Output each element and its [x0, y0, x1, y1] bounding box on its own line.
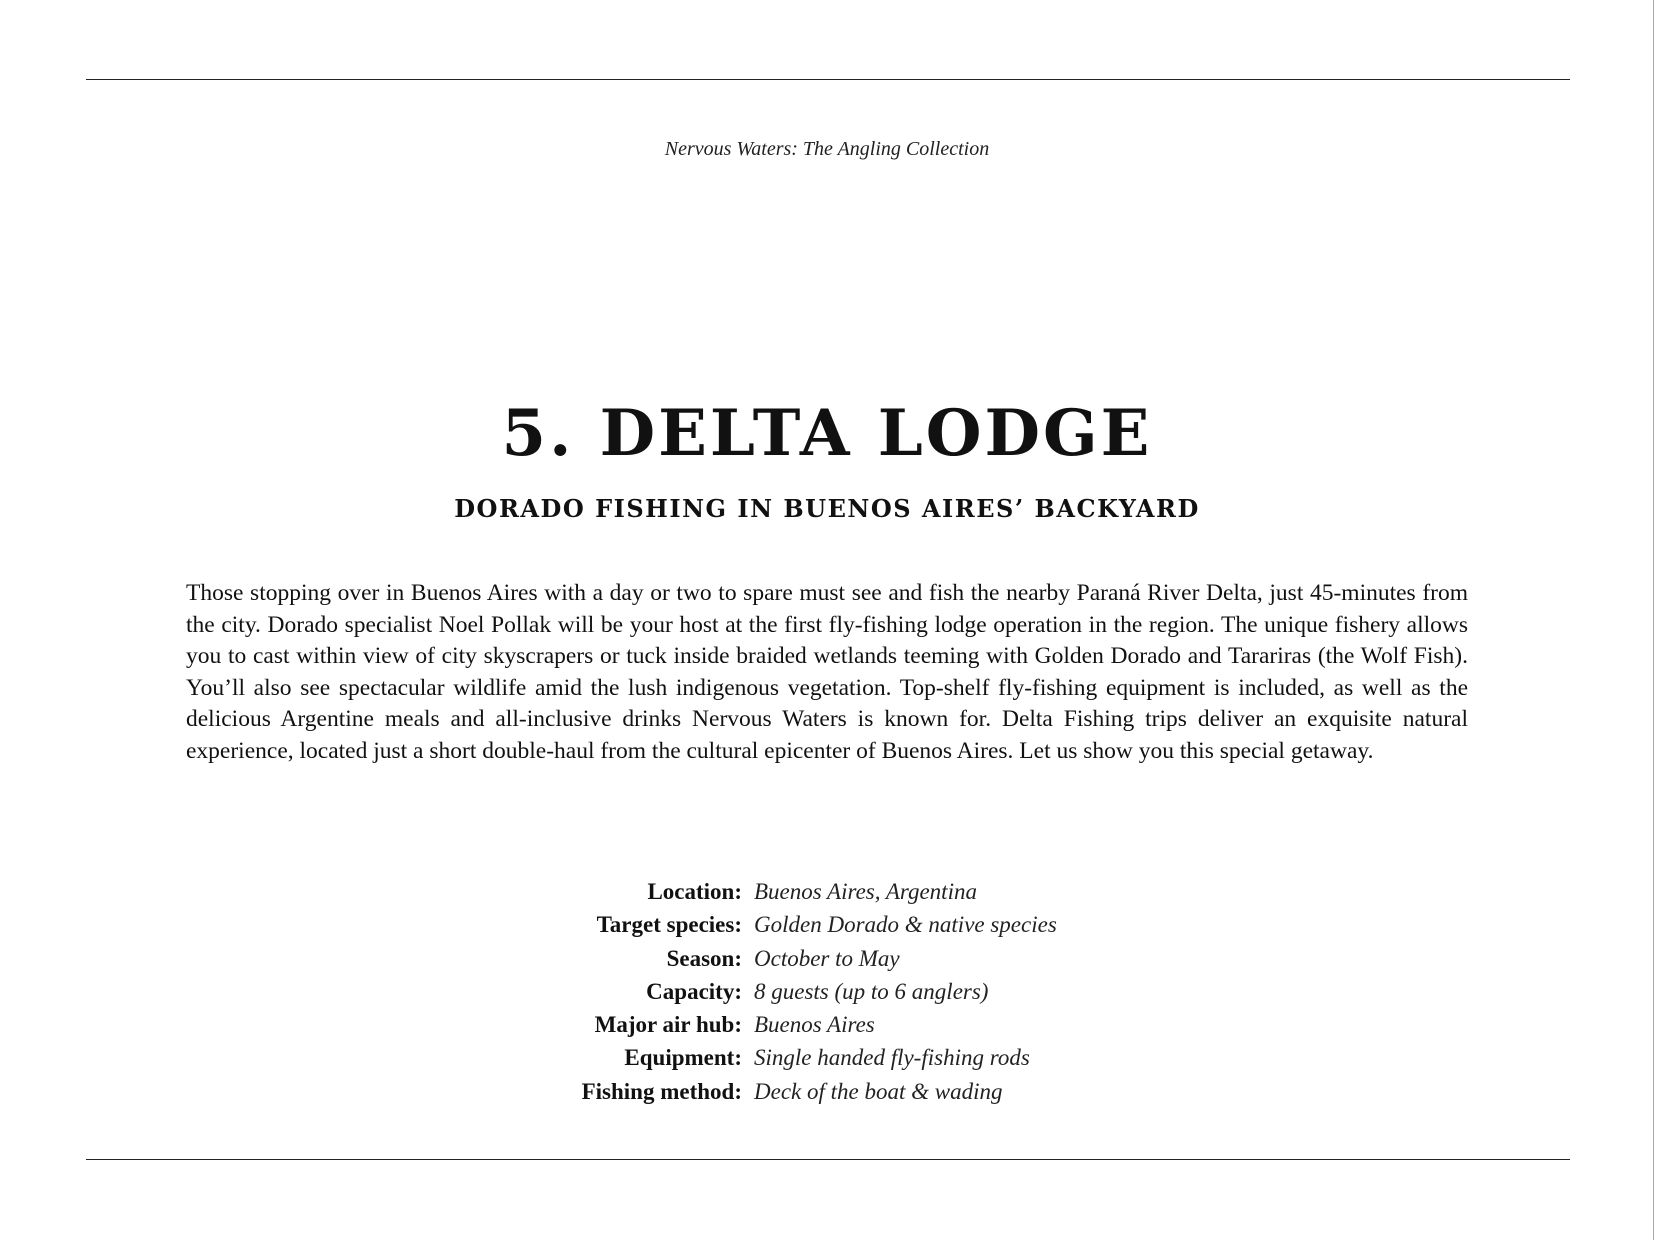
fact-value: Buenos Aires: [754, 1012, 875, 1038]
section-subtitle: DORADO FISHING IN BUENOS AIRES’ BACKYARD: [454, 494, 1200, 523]
fact-label: Season:: [666, 945, 742, 971]
fact-label: Location:: [647, 879, 742, 904]
fact-row-air-hub: [0, 1008, 1654, 1041]
bottom-rule: [86, 1159, 1570, 1160]
fact-value: Single handed fly-fishing rods: [754, 1045, 1030, 1071]
facts-list: [0, 875, 1654, 1108]
fact-row-fishing-method: [0, 1075, 1654, 1108]
fact-label: Fishing method:: [581, 1078, 742, 1104]
fact-value: Deck of the boat & wading: [754, 1078, 1003, 1104]
fact-label: Capacity:: [646, 978, 742, 1004]
fact-row-capacity: [0, 975, 1654, 1008]
fact-value: October to May: [754, 945, 900, 971]
fact-value: Golden Dorado & native species: [754, 912, 1057, 938]
fact-value: 8 guests (up to 6 anglers): [754, 978, 989, 1004]
section-title: 5. DELTA LODGE: [501, 396, 1153, 471]
fact-label: Equipment:: [624, 1045, 742, 1071]
fact-value: Buenos Aires, Argentina: [754, 879, 977, 904]
fact-label: Major air hub:: [594, 1012, 742, 1038]
fact-label: Target species:: [596, 912, 742, 938]
body-paragraph: Those stopping over in Buenos Aires with a day or two to spare must see and fish the nearby Paraná River Delta, just 45-minutes from the city. Dorado specialist Noel Pollak will be your host at the first fly-fishing lodge operation in the region. The unique fishery allows you to cast within view of city skyscrapers or tuck inside braided wetlands teeming with Golden Dorado and Tarariras (the Wolf Fish). You’ll also see spectacular wildlife amid the lush indigenous vegetation. Top-shelf fly-fishing equipment is included, as well as the delicious Argentine meals and all-inclusive drinks Nervous Waters is known for. Delta Fishing trips deliver an exquisite natural experience, located just a short double-haul from the cultural epicenter of Buenos Aires. Let us show you this special getaway.: [186, 580, 1468, 764]
running-header: Nervous Waters: The Angling Collection: [664, 138, 990, 160]
fact-row-equipment: [0, 1041, 1654, 1074]
top-rule: [86, 79, 1570, 80]
fact-row-season: [0, 942, 1654, 975]
fact-row-location: [0, 875, 1654, 908]
fact-row-target-species: [0, 908, 1654, 941]
